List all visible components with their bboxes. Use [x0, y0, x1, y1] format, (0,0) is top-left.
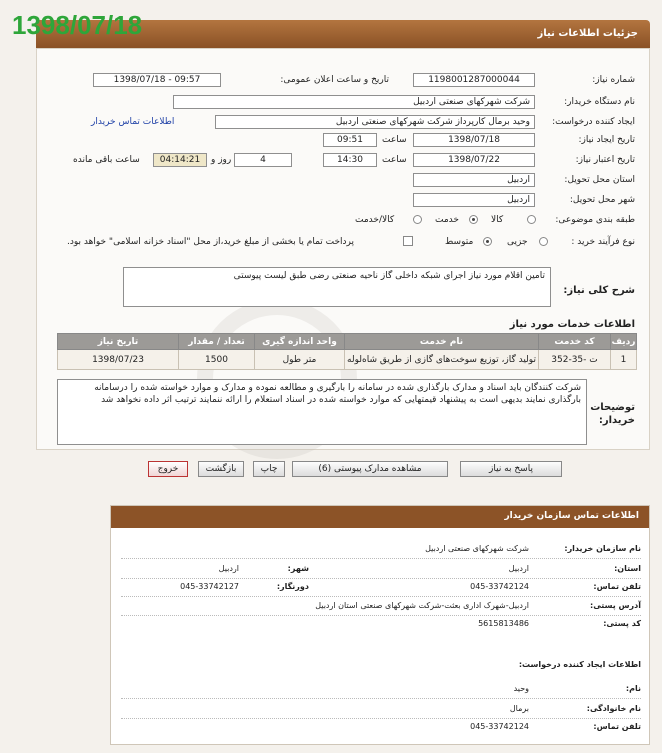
- cell-qty: 1500: [179, 350, 255, 370]
- validity-time-field: 14:30: [323, 153, 377, 167]
- col-name: نام خدمت: [345, 334, 539, 350]
- purchase-option-minor: جزیی: [507, 237, 528, 247]
- table-row: [58, 350, 637, 370]
- validity-date-field: 1398/07/22: [413, 153, 535, 167]
- treasury-note: پرداخت تمام یا بخشی از مبلغ خرید،از محل "اسناد خزانه اسلامی" خواهد بود.: [67, 237, 355, 247]
- announce-datetime-label: تاریخ و ساعت اعلان عمومی:: [280, 75, 389, 85]
- address-value: اردبیل-شهرک اداری بعثت-شرکت شهرکهای صنعتی استان اردبیل: [315, 601, 529, 610]
- province-label: استان:: [614, 564, 641, 573]
- category-option-service: خدمت: [435, 215, 459, 225]
- buyer-org-field: شرکت شهرکهای صنعتی اردبیل: [173, 95, 535, 109]
- name-value: وحید: [513, 684, 529, 693]
- attachments-button[interactable]: مشاهده مدارک پیوستی (6): [292, 461, 448, 477]
- org-label: نام سازمان خریدار:: [564, 544, 641, 553]
- fax-label: دورنگار:: [276, 582, 309, 591]
- cell-date: 1398/07/23: [58, 350, 179, 370]
- col-qty: تعداد / مقدار: [179, 334, 255, 350]
- remaining-time-label: ساعت باقی مانده: [73, 155, 140, 165]
- create-time-label: ساعت: [382, 135, 407, 145]
- phone-value: 045-33742124: [470, 582, 529, 591]
- category-label: طبقه بندی موضوعی:: [555, 215, 635, 225]
- phone-label: تلفن تماس:: [593, 582, 641, 591]
- contact-panel: [110, 505, 650, 745]
- cell-unit: متر طول: [255, 350, 345, 370]
- org-value: شرکت شهرکهای صنعتی اردبیل: [425, 544, 529, 553]
- category-radio-goods[interactable]: [527, 215, 536, 224]
- cell-row: 1: [611, 350, 637, 370]
- create-time-field: 09:51: [323, 133, 377, 147]
- exit-button[interactable]: خروج: [148, 461, 188, 477]
- need-number-field: 1198001287000044: [413, 73, 535, 87]
- days-label: روز و: [211, 155, 232, 165]
- reply-button[interactable]: پاسخ به نیاز: [460, 461, 562, 477]
- services-title: اطلاعات خدمات مورد نیاز: [509, 319, 635, 330]
- creator-phone-value: 045-33742124: [470, 722, 529, 731]
- address-label: آدرس پستی:: [590, 601, 641, 610]
- category-option-goods: کالا: [491, 215, 504, 225]
- request-creator-field: وحید برمال کارپرداز شرکت شهرکهای صنعتی اردبیل: [215, 115, 535, 129]
- purchase-radio-medium[interactable]: [483, 237, 492, 246]
- buyer-contact-link[interactable]: اطلاعات تماس خریدار: [91, 117, 175, 127]
- city-value: اردبیل: [218, 564, 239, 573]
- summary-label: شرح کلی نیاز:: [563, 285, 635, 296]
- contact-header: [111, 506, 649, 528]
- buyer-notes-label: توضیحات خریدار:: [590, 402, 635, 426]
- need-number-label: شماره نیاز:: [592, 75, 635, 85]
- col-code: کد خدمت: [539, 334, 611, 350]
- name-label: نام:: [625, 684, 641, 693]
- delivery-province-field: اردبیل: [413, 173, 535, 187]
- fax-value: 045-33742127: [180, 582, 239, 591]
- request-creator-label: ایجاد کننده درخواست:: [552, 117, 635, 127]
- page-title: جزئیات اطلاعات نیاز: [537, 28, 638, 39]
- creator-title: اطلاعات ایجاد کننده درخواست:: [518, 660, 641, 669]
- purchase-type-label: نوع فرآیند خرید :: [571, 237, 635, 247]
- remaining-days-field: 4: [234, 153, 292, 167]
- create-date-field: 1398/07/18: [413, 133, 535, 147]
- remaining-time-field: 04:14:21: [153, 153, 207, 167]
- category-radio-goods-service[interactable]: [413, 215, 422, 224]
- purchase-option-medium: متوسط: [445, 237, 474, 247]
- postal-label: کد پستی:: [603, 619, 641, 628]
- date-stamp: 1398/07/18: [12, 10, 143, 40]
- announce-datetime-field: 1398/07/18 - 09:57: [93, 73, 221, 87]
- summary-box: تامین اقلام مورد نیاز اجرای شبکه داخلی گاز ناحیه صنعتی رضی طبق لیست پیوستی: [123, 267, 551, 307]
- delivery-province-label: استان محل تحویل:: [564, 175, 635, 185]
- validity-time-label: ساعت: [382, 155, 407, 165]
- create-date-label: تاریخ ایجاد نیاز:: [578, 135, 635, 145]
- cell-code: ت -35-352: [539, 350, 611, 370]
- delivery-city-field: اردبیل: [413, 193, 535, 207]
- province-value: اردبیل: [508, 564, 529, 573]
- col-date: تاریخ نیاز: [58, 334, 179, 350]
- services-table: [57, 333, 637, 370]
- buyer-org-label: نام دستگاه خریدار:: [564, 97, 635, 107]
- category-radio-service[interactable]: [469, 215, 478, 224]
- family-value: برمال: [509, 704, 529, 713]
- postal-value: 5615813486: [478, 619, 529, 628]
- back-button[interactable]: بازگشت: [198, 461, 244, 477]
- buyer-notes-box: شرکت کنندگان باید اسناد و مدارک بارگذاری شده در سامانه را بارگیری و مطالعه نموده و مدارک و موارد خواسته شده را درسامانه بارگذاری نمایند بدیهی است به پیشنهاد قیمتهایی که موارد خواسته شده در اسناد استعلام را ارائه ننمایند ترتیب اثر داده نخواهد شد: [57, 379, 587, 445]
- col-row: ردیف: [611, 334, 637, 350]
- family-label: نام خانوادگی:: [586, 704, 641, 713]
- need-details-form: [36, 48, 650, 450]
- purchase-radio-minor[interactable]: [539, 237, 548, 246]
- print-button[interactable]: چاپ: [253, 461, 285, 477]
- category-option-goods-service: کالا/خدمت: [355, 215, 395, 225]
- cell-name: تولید گاز، توزیع سوخت‌های گازی از طریق شاه‌لوله: [345, 350, 539, 370]
- treasury-checkbox[interactable]: [403, 236, 413, 246]
- delivery-city-label: شهر محل تحویل:: [569, 195, 635, 205]
- contact-title: اطلاعات تماس سازمان خریدار: [504, 511, 639, 521]
- validity-date-label: تاریخ اعتبار نیاز:: [575, 155, 635, 165]
- city-label: شهر:: [287, 564, 309, 573]
- creator-phone-label: تلفن تماس:: [593, 722, 641, 731]
- col-unit: واحد اندازه گیری: [255, 334, 345, 350]
